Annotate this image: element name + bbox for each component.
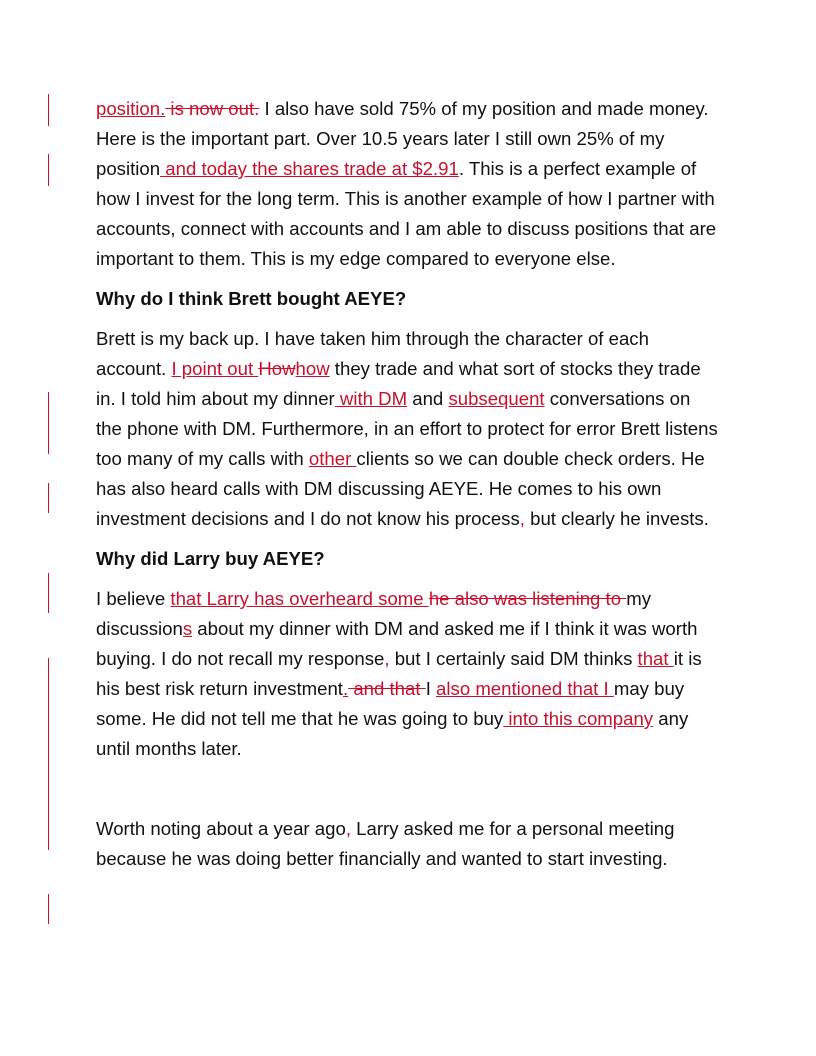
- empty-line: [96, 774, 720, 814]
- inserted-text: into this company: [503, 708, 654, 729]
- inserted-text: also mentioned that I: [436, 678, 614, 699]
- body-text: Brett is my back up. I have taken him through the character of each account.: [96, 328, 649, 379]
- inserted-text: ,: [519, 508, 525, 529]
- inserted-text: .: [342, 678, 349, 699]
- change-bar: [48, 894, 49, 924]
- inserted-text: how: [295, 358, 330, 379]
- body-text: I believe: [96, 588, 171, 609]
- body-text: Larry asked me for a personal meeting because he was doing better financially and wanted to start investing.: [96, 818, 675, 869]
- paragraph-worth-noting: [96, 814, 720, 874]
- deleted-text: he also was listening to: [428, 588, 627, 609]
- document-body: [96, 94, 720, 884]
- body-text: they trade and what sort of stocks they trade in. I told him about my dinner: [96, 358, 701, 409]
- body-text: I: [425, 678, 437, 699]
- body-text: any until months later.: [96, 708, 689, 759]
- section-heading-brett: Why do I think Brett bought AEYE?: [96, 288, 407, 309]
- change-bar: [48, 573, 49, 613]
- body-text: my discussion: [96, 588, 652, 639]
- inserted-text: ,: [345, 818, 351, 839]
- inserted-text: and today the shares trade at $2.91: [160, 158, 459, 179]
- body-text: clients so we can double check orders. He has also heard calls with DM discussing AEYE. He comes to his own investment decisions and I do not know his process: [96, 448, 705, 529]
- inserted-text: s: [182, 618, 193, 639]
- body-text: about my dinner with DM and asked me if I think it was worth buying. I do not recall my response: [96, 618, 698, 669]
- change-bar: [48, 392, 49, 454]
- change-bar: [48, 154, 49, 186]
- change-bar: [48, 658, 49, 850]
- body-text: Worth noting about a year ago: [96, 818, 346, 839]
- body-text: I also have sold 75% of my position and made money. Here is the important part. Over 10.5 years later I still own 25% of my position: [96, 98, 709, 179]
- change-bar: [48, 483, 49, 513]
- body-text: conversations on the phone with DM. Furthermore, in an effort to protect for error Brett listens too many of my calls with: [96, 388, 718, 469]
- body-text: it is his best risk return investment: [96, 648, 702, 699]
- inserted-text: with DM: [334, 388, 408, 409]
- body-text: may buy some. He did not tell me that he was going to buy: [96, 678, 685, 729]
- inserted-text: that: [637, 648, 674, 669]
- inserted-text: ,: [384, 648, 390, 669]
- paragraph-brett: [96, 324, 720, 534]
- deleted-text: is now out.: [165, 98, 260, 119]
- inserted-text: subsequent: [448, 388, 545, 409]
- paragraph-larry: [96, 584, 720, 764]
- inserted-text: I point out: [171, 358, 259, 379]
- inserted-text: that Larry has overheard some: [170, 588, 429, 609]
- paragraph-position: [96, 94, 720, 274]
- body-text: . This is a perfect example of how I invest for the long term. This is another example of how I partner with accounts, connect with accounts and I am able to discuss positions that are important to them. This is my edge compared to everyone else.: [96, 158, 717, 269]
- change-bar: [48, 94, 49, 126]
- body-text: and: [407, 388, 449, 409]
- body-text: but I certainly said DM thinks: [389, 648, 638, 669]
- inserted-text: position.: [96, 98, 166, 119]
- deleted-text: and that: [348, 678, 426, 699]
- section-heading-larry: Why did Larry buy AEYE?: [96, 548, 325, 569]
- deleted-text: How: [258, 358, 296, 379]
- body-text: but clearly he invests.: [524, 508, 709, 529]
- inserted-text: other: [308, 448, 357, 469]
